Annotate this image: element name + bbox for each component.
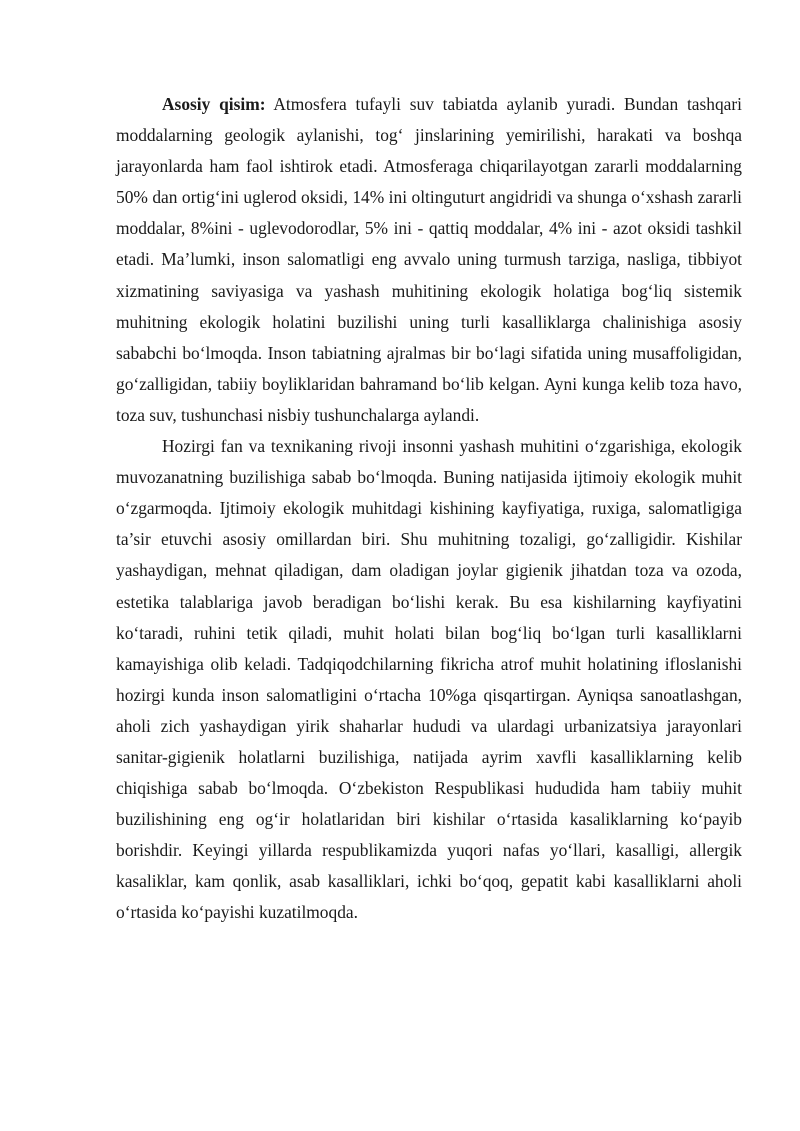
document-body <box>116 89 742 929</box>
paragraph-text: Atmosfera tufayli suv tabiatda aylanib yuradi. Bundan tashqari moddalarning geologik aylanishi, tog‘ jinslarining yemirilishi, harakati va boshqa jarayonlarda ham faol ishtirok etadi. Atmosferaga chiqarilayotgan zararli moddalarning 50% dan ortig‘ini uglerod oksidi, 14% ini oltinguturt angidridi va shunga o‘xshash zararli moddalar, 8%ini - uglevodorodlar, 5% ini - qattiq moddalar, 4% ini - azot oksidi tashkil etadi. Ma’lumki, inson salomatligi eng avvalo uning turmush tarziga, nasliga, tibbiyot xizmatining saviyasiga va yashash muhitining ekologik holatiga bog‘liq sistemik muhitning ekologik holatini buzilishi uning turli kasalliklarga chalinishiga asosiy sababchi bo‘lmoqda. Inson tabiatning ajralmas bir bo‘lagi sifatida uning musaffoligidan, go‘zalligidan, tabiiy boyliklaridan bahramand bo‘lib kelgan. Ayni kunga kelib toza havo, toza suv, tushunchasi nisbiy tushunchalarga aylandi. <box>116 94 742 425</box>
section-heading: Asosiy qisim: <box>162 94 266 114</box>
paragraph-main-section <box>116 89 742 431</box>
paragraph-text: Hozirgi fan va texnikaning rivoji insonni yashash muhitini o‘zgarishiga, ekologik muvozanatning buzilishiga sabab bo‘lmoqda. Buning natijasida ijtimoiy ekologik muhit o‘zgarmoqda. Ijtimoiy ekologik muhitdagi kishining kayfiyatiga, ruxiga, salomatligiga ta’sir etuvchi asosiy omillardan biri. Shu muhitning tozaligi, go‘zalligidir. Kishilar yashaydigan, mehnat qiladigan, dam oladigan joylar gigienik jihatdan toza va ozoda, estetika talablariga javob beradigan bo‘lishi kerak. Bu esa kishilarning kayfiyatini ko‘taradi, ruhini tetik qiladi, muhit holati bilan bog‘liq bo‘lgan turli kasalliklarni kamayishiga olib keladi. Tadqiqodchilarning fikricha atrof muhit holatining ifloslanishi hozirgi kunda inson salomatligini o‘rtacha 10%ga qisqartirgan. Ayniqsa sanoatlashgan, aholi zich yashaydigan yirik shaharlar hududi va ulardagi urbanizatsiya jarayonlari sanitar-gigienik holatlarni buzilishiga, natijada ayrim xavfli kasalliklarning kelib chiqishiga sabab bo‘lmoqda. O‘zbekiston Respublikasi hududida ham tabiiy muhit buzilishining eng og‘ir holatlaridan biri kishilar o‘rtasida kasaliklarning ko‘payib borishdir. Keyingi yillarda respublikamizda yuqori nafas yo‘llari, kasalligi, allergik kasaliklar, kam qonlik, asab kasalliklari, ichki bo‘qoq, gepatit kabi kasalliklarni aholi o‘rtasida ko‘payishi kuzatilmoqda. <box>116 436 742 923</box>
paragraph-environment-health <box>116 431 742 929</box>
